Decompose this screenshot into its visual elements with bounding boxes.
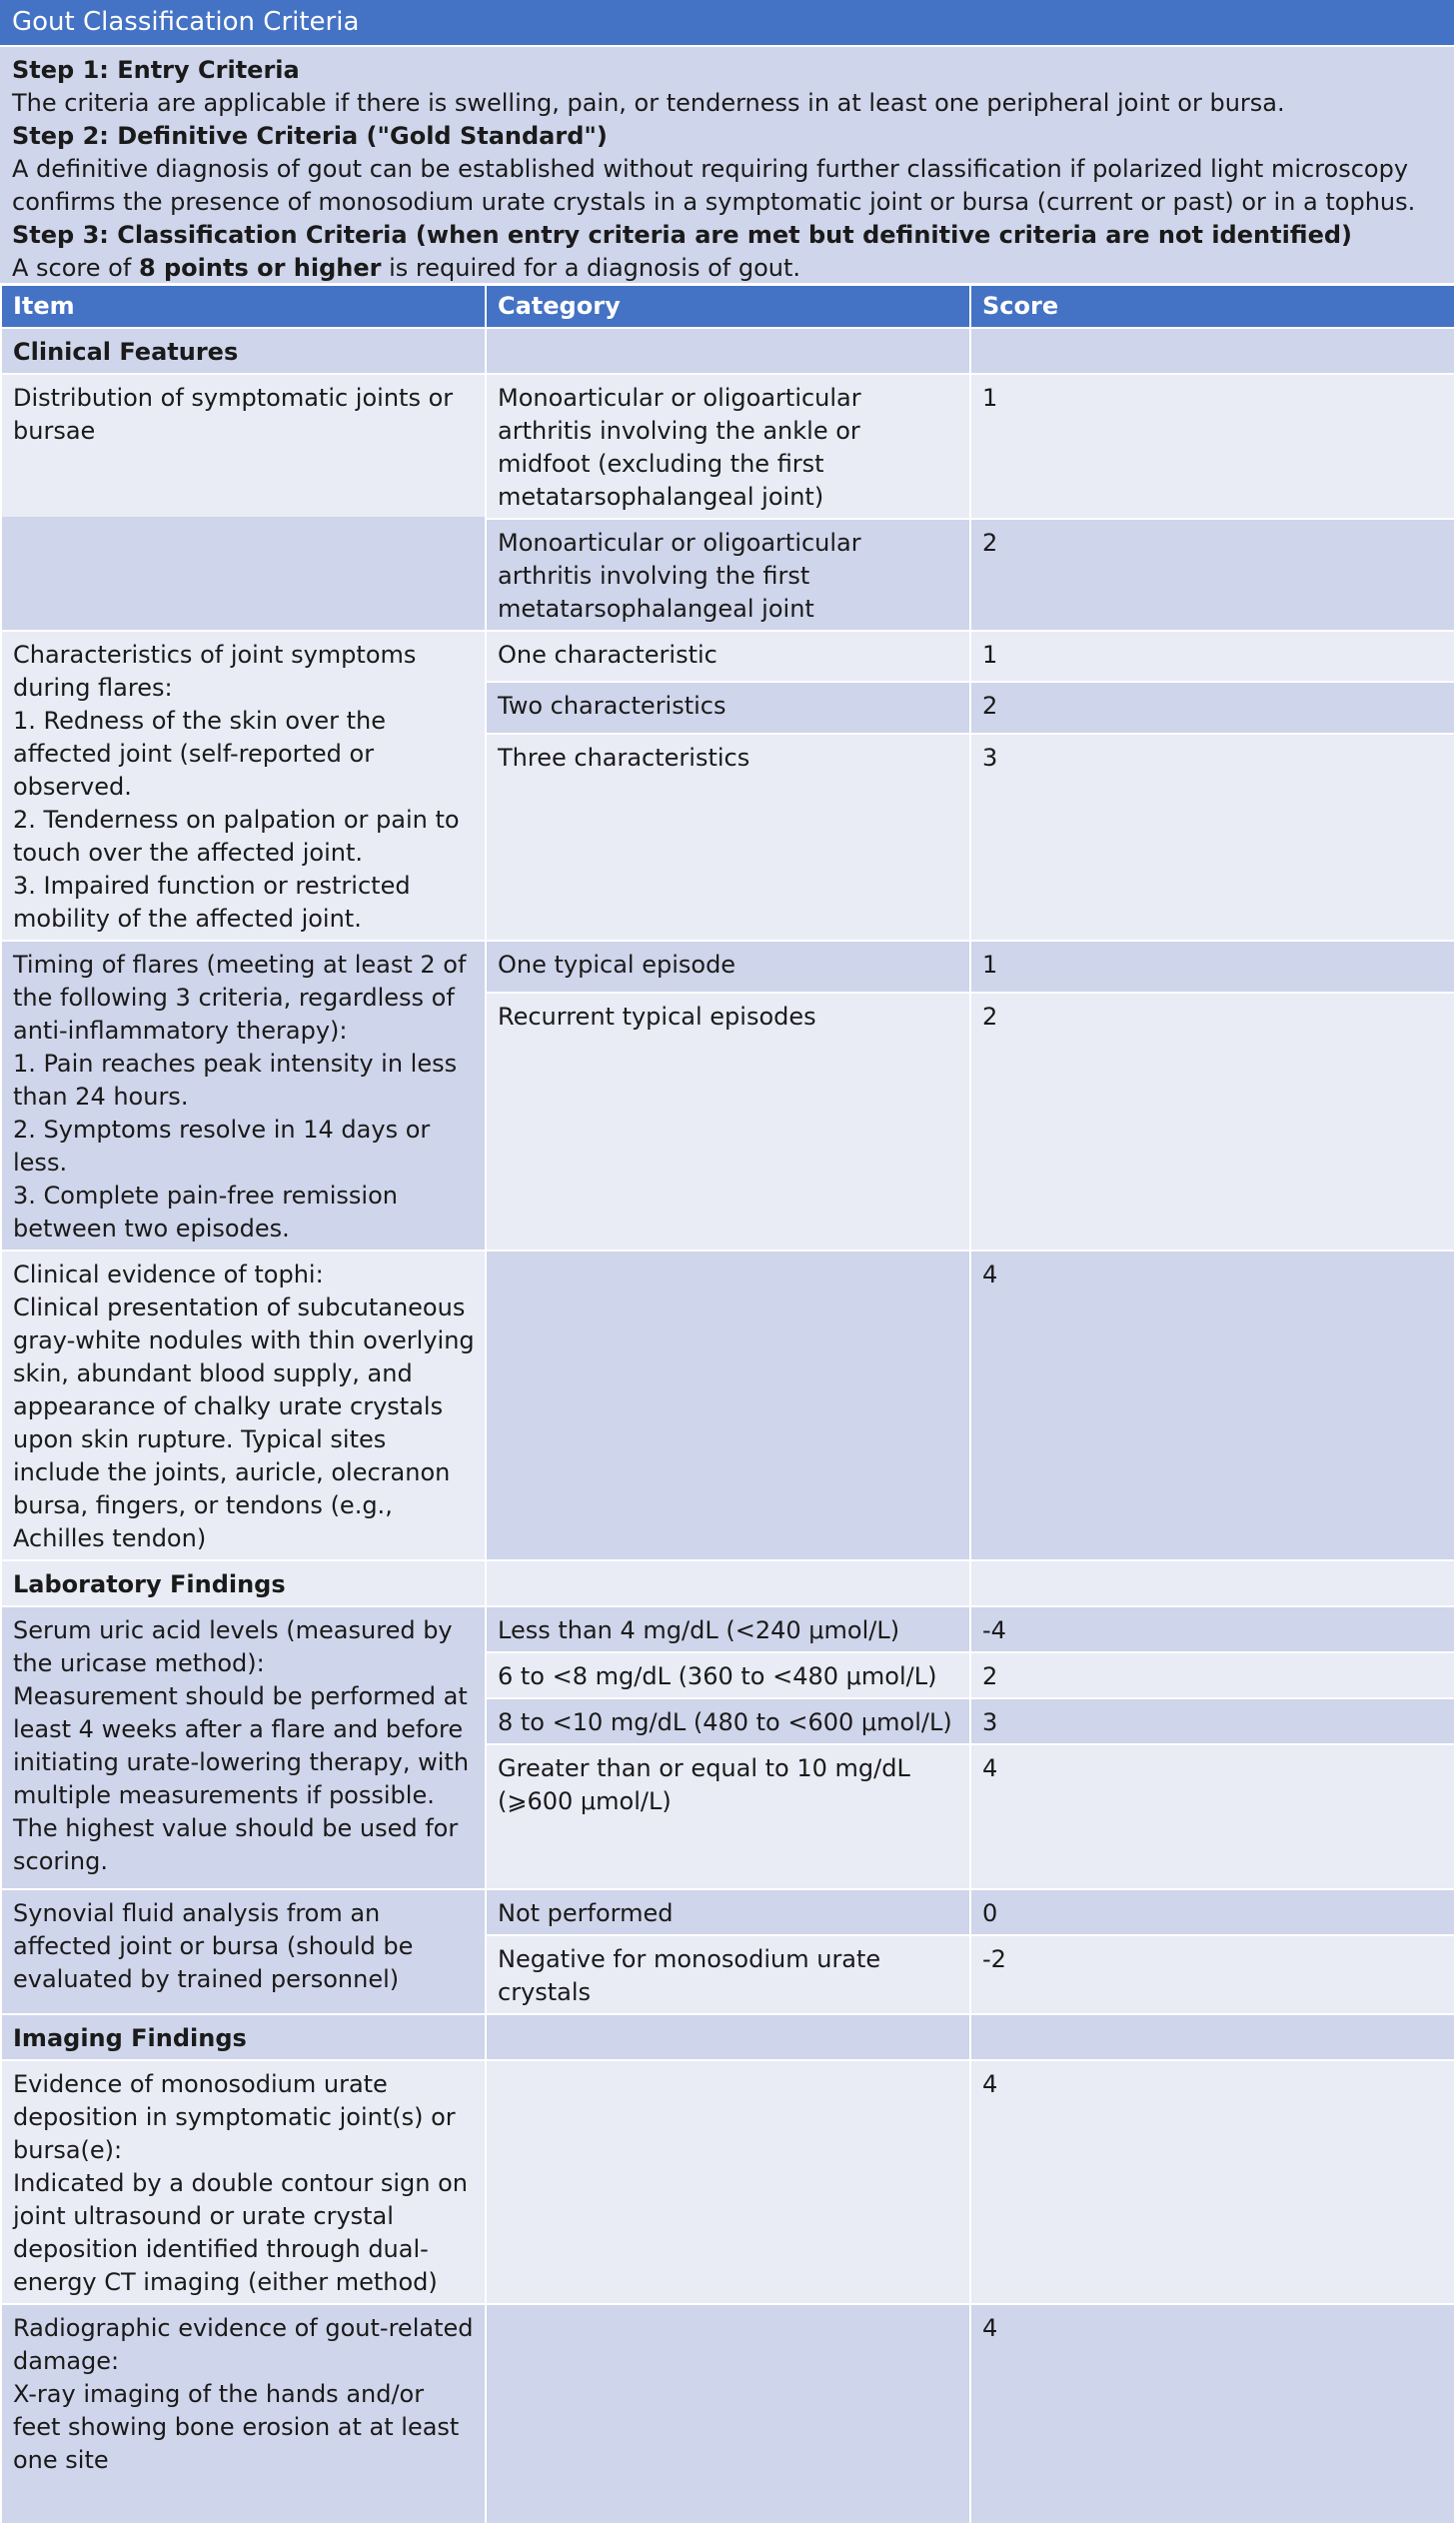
category-cell: One typical episode <box>486 941 970 993</box>
table-row <box>1 374 1455 519</box>
item-cell: Radiographic evidence of gout-related damage: X-ray imaging of the hands and/or feet showing bone erosion at at least one site <box>1 2304 486 2524</box>
step3-heading: Step 3: Classification Criteria (when entry criteria are met but definitive criteria are not identified) <box>12 221 1353 249</box>
step3-text: A score of 8 points or higher is required for a diagnosis of gout. <box>12 254 801 282</box>
score-cell: 4 <box>970 2060 1455 2304</box>
item-cell: Synovial fluid analysis from an affected joint or bursa (should be evaluated by trained personnel) <box>1 1889 486 2014</box>
score-cell: 3 <box>970 734 1455 941</box>
item-cell: Characteristics of joint symptoms during flares: 1. Redness of the skin over the affected joint (self-reported or observed. 2. Tenderness on palpation or pain to touch over the affected joint. 3. Impaired function or restricted mobility of the affected joint. <box>1 631 486 941</box>
category-cell <box>486 2304 970 2524</box>
item-cell: Distribution of symptomatic joints or bursae <box>1 374 486 631</box>
category-cell <box>486 1251 970 1560</box>
score-cell: 2 <box>970 682 1455 733</box>
criteria-table <box>0 284 1456 2525</box>
section-title: Imaging Findings <box>1 2014 486 2060</box>
score-cell: 2 <box>970 993 1455 1251</box>
step2-text-2: confirms the presence of monosodium urate crystals in a symptomatic joint or bursa (current or past) or in a tophus. <box>12 188 1416 216</box>
score-cell: -4 <box>970 1606 1455 1652</box>
step2-heading: Step 2: Definitive Criteria ("Gold Standard") <box>12 122 608 150</box>
score-cell: 2 <box>970 519 1455 631</box>
score-cell: -2 <box>970 1935 1455 2014</box>
threshold-highlight: 8 points or higher <box>138 254 382 282</box>
category-cell: Not performed <box>486 1889 970 1935</box>
item-cell: Timing of flares (meeting at least 2 of the following 3 criteria, regardless of anti-inflammatory therapy): 1. Pain reaches peak intensity in less than 24 hours. 2. Symptoms resolve in 14 days or less. 3. Complete pain-free remission between two episodes. <box>1 941 486 1251</box>
category-cell: Two characteristics <box>486 682 970 733</box>
score-cell: 3 <box>970 1698 1455 1744</box>
item-cell: Clinical evidence of tophi: Clinical presentation of subcutaneous gray-white nodules with thin overlying skin, abundant blood supply, and appearance of chalky urate crystals upon skin rupture. Typical sites include the joints, auricle, olecranon bursa, fingers, or tendons (e.g., Achilles tendon) <box>1 1251 486 1560</box>
step1-text: The criteria are applicable if there is swelling, pain, or tenderness in at least one peripheral joint or bursa. <box>12 89 1285 117</box>
category-cell: One characteristic <box>486 631 970 682</box>
category-cell: 6 to <8 mg/dL (360 to <480 μmol/L) <box>486 1652 970 1698</box>
table-row <box>1 1889 1455 1935</box>
column-header-category: Category <box>486 285 970 328</box>
table-row <box>1 1251 1455 1560</box>
item-cell: Serum uric acid levels (measured by the uricase method): Measurement should be performed at least 4 weeks after a flare and before initiating urate-lowering therapy, with multiple measurements if possible. The highest value should be used for scoring. <box>1 1606 486 1889</box>
score-cell: 4 <box>970 2304 1455 2524</box>
score-cell: 4 <box>970 1744 1455 1889</box>
category-cell: Recurrent typical episodes <box>486 993 970 1251</box>
score-cell: 4 <box>970 1251 1455 1560</box>
table-header-row <box>1 285 1455 328</box>
category-cell: Monoarticular or oligoarticular arthritis involving the ankle or midfoot (excluding the first metatarsophalangeal joint) <box>486 374 970 519</box>
page-title: Gout Classification Criteria <box>0 0 1454 46</box>
section-title: Clinical Features <box>1 328 486 374</box>
category-cell: Greater than or equal to 10 mg/dL (⩾600 μmol/L) <box>486 1744 970 1889</box>
section-title: Laboratory Findings <box>1 1560 486 1606</box>
category-cell: Less than 4 mg/dL (<240 μmol/L) <box>486 1606 970 1652</box>
score-cell: 1 <box>970 941 1455 993</box>
category-cell: Three characteristics <box>486 734 970 941</box>
table-row <box>1 631 1455 682</box>
item-cell: Evidence of monosodium urate deposition in symptomatic joint(s) or bursa(e): Indicated by a double contour sign on joint ultrasound or urate crystal deposition identified through dual-energy CT imaging (either method) <box>1 2060 486 2304</box>
column-header-item: Item <box>1 285 486 328</box>
table-row <box>1 941 1455 993</box>
step2-text-1: A definitive diagnosis of gout can be established without requiring further classification if polarized light microscopy <box>12 155 1409 183</box>
score-cell: 2 <box>970 1652 1455 1698</box>
category-cell: Monoarticular or oligoarticular arthritis involving the first metatarsophalangeal joint <box>486 519 970 631</box>
score-cell: 0 <box>970 1889 1455 1935</box>
intro-steps <box>0 47 1454 284</box>
table-row <box>1 2304 1455 2524</box>
score-cell: 1 <box>970 374 1455 519</box>
table-row <box>1 1606 1455 1652</box>
step1-heading: Step 1: Entry Criteria <box>12 56 300 84</box>
category-cell: Negative for monosodium urate crystals <box>486 1935 970 2014</box>
section-row-clinical <box>1 328 1455 374</box>
table-row <box>1 2060 1455 2304</box>
score-cell: 1 <box>970 631 1455 682</box>
category-cell <box>486 2060 970 2304</box>
category-cell: 8 to <10 mg/dL (480 to <600 μmol/L) <box>486 1698 970 1744</box>
section-row-imaging <box>1 2014 1455 2060</box>
column-header-score: Score <box>970 285 1455 328</box>
section-row-lab <box>1 1560 1455 1606</box>
